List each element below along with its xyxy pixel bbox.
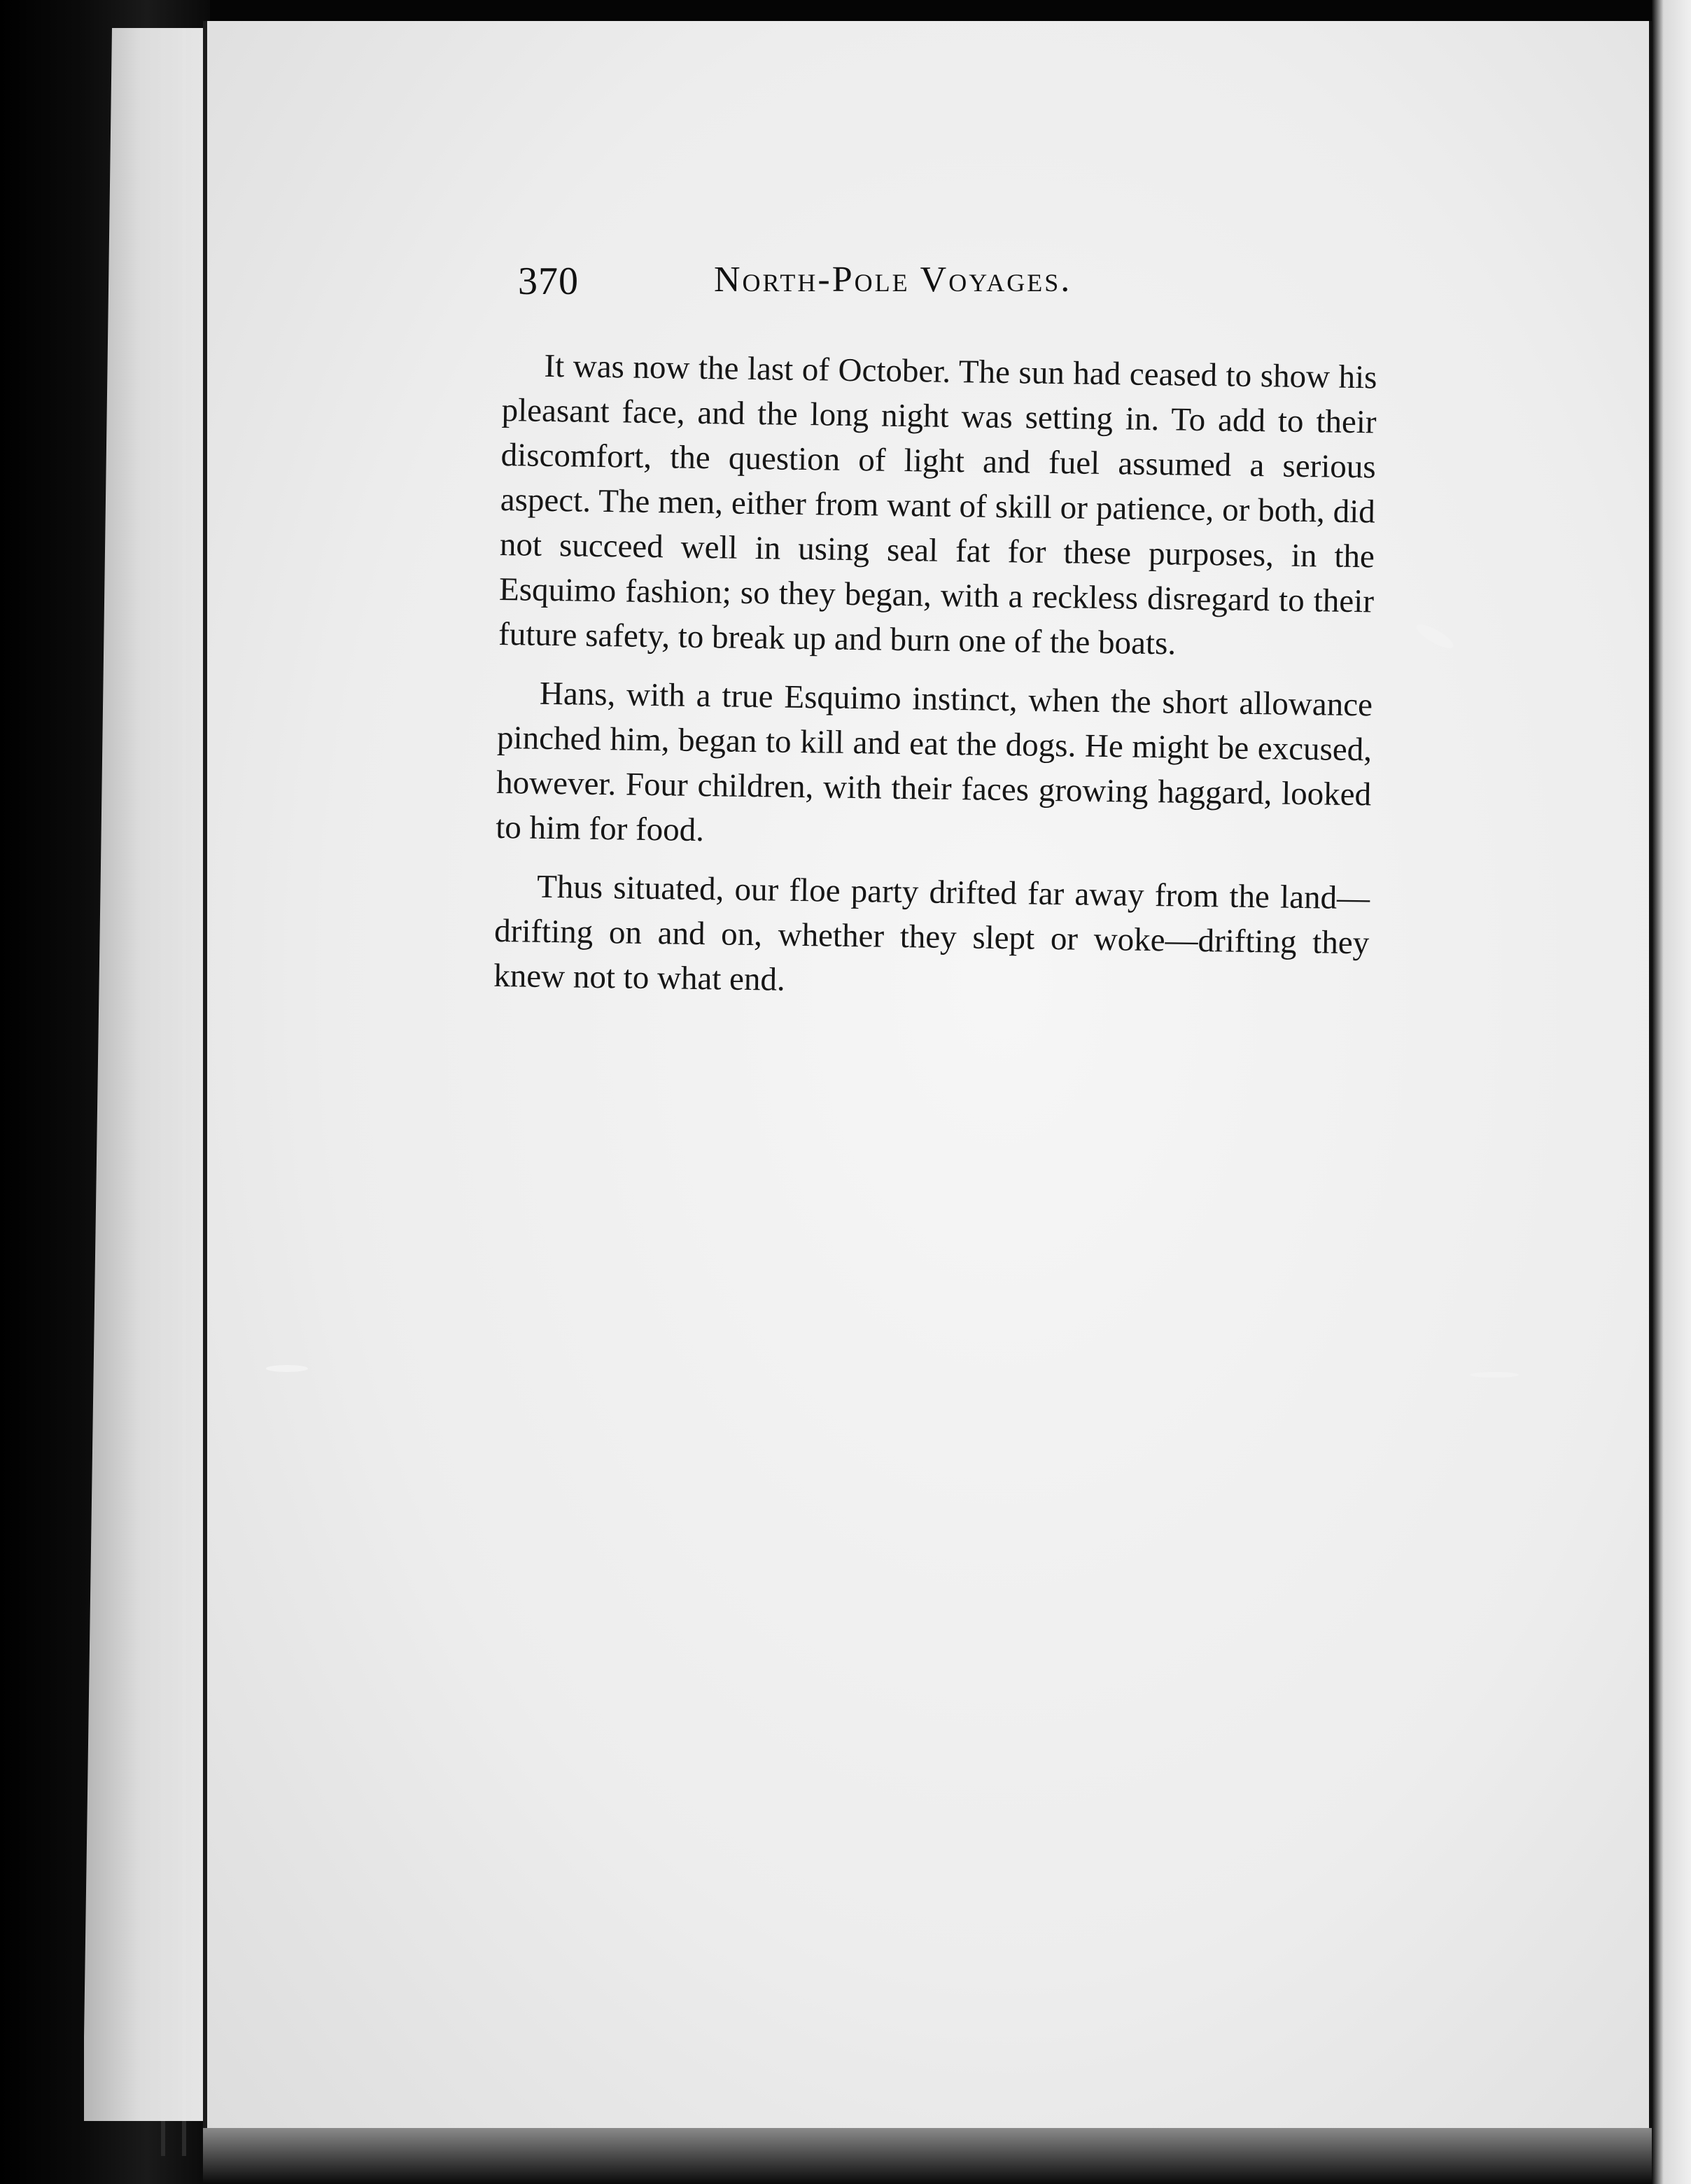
page-bottom-shadow [203, 2128, 1652, 2184]
page-header [518, 259, 1414, 322]
page-number: 370 [518, 260, 579, 303]
scan-speck [1470, 1372, 1519, 1378]
paragraph: Hans, with a true Esquimo instinct, when the short allowance pinched him, began to kill and eat the dogs. He might be excused, however. Four children, with their faces growing haggard, looked to him for food. [495, 675, 1373, 849]
body-text [493, 343, 1377, 1024]
scan-speck [266, 1365, 308, 1372]
paragraph: It was now the last of October. The sun had ceased to show his pleasant face, and the long night was setting in. To add to their discomfort, the question of light and fuel assumed a serious aspect. The men, either from want of skill or patience, or both, did not succeed well in using seal fat for these purposes, in the Esquimo fashion; so they began, with a reckless disregard to their future safety, to break up and burn one of the boats. [498, 347, 1377, 662]
facing-page-edge [1652, 0, 1691, 2184]
running-title: North-Pole Voyages. [714, 260, 1072, 300]
paragraph: Thus situated, our floe party drifted far away from the land—drifting on and on, whether they slept or woke—drifting they knew not to what end. [493, 868, 1370, 998]
page [203, 21, 1656, 2156]
